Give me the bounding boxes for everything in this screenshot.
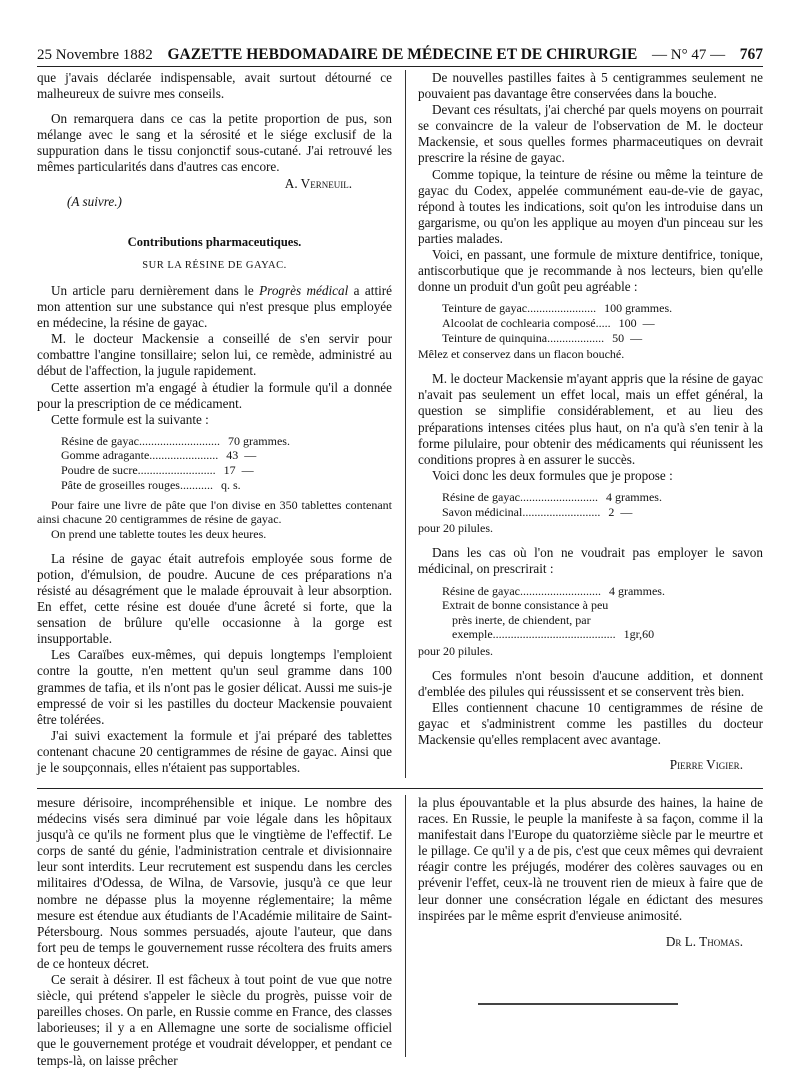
journal-name: Progrès médical [259,282,349,298]
paragraph: Pour faire une livre de pâte que l'on divise en 350 tablettes contenant ainsi chacune 20 centigrammes de résine de gayac. [37,498,392,527]
header-title: GAZETTE HEBDOMADAIRE DE MÉDECINE ET DE CHIRURGIE [167,46,638,63]
ingredient: Pâte de groseilles rouges........... [61,477,213,492]
ingredient: Résine de gayac........................... [61,433,220,448]
formula-row [442,316,763,331]
unit-dash: — [620,504,633,519]
paragraph: M. le docteur Mackensie a conseillé de s'en servir pour combattre l'angine tonsillaire; selon lui, ce remède, administré au début de l'affection, la jugule rapidement. [37,331,392,379]
quantity: 43 [226,448,239,463]
page-header [37,42,763,64]
formula-row [442,301,763,316]
quantity: 1gr,60 [623,627,655,642]
formula-note: pour 20 pilules. [418,643,493,658]
column-divider [405,70,406,778]
paragraph: Voici, en passant, une formule de mixture dentifrice, tonique, antiscorbutique que je recommande à nos lecteurs, bien qu'elle donne un produit d'un goût peu agréable : [418,247,763,295]
ingredient: près inerte, de chiendent, par [452,612,591,627]
paragraph [37,283,392,331]
formula-pilules-1 [442,490,763,519]
quantity: 100 [618,315,637,330]
formula-note: Mêlez et conservez dans un flacon bouché. [418,347,625,362]
formula-pilules-2 [442,584,763,642]
unit-dash: — [241,462,254,477]
left-column-bottom [37,795,392,1069]
formula-dentifrice [442,301,763,345]
paragraph: Voici donc les deux formules que je propose : [432,467,673,483]
formula-row [61,478,392,493]
left-column-top [37,70,392,776]
paragraph: Comme topique, la teinture de résine ou même la teinture de gayac du Codex, appelée communément eau-de-vie de gayac, répond à toutes les indications, soit qu'on les introduise dans un gargarisme, ou qu'on les applique au moyen d'un pinceau sur les parties malades. [418,166,763,246]
formula-row [61,434,392,449]
unit-dash: — [642,315,655,330]
right-column-top [418,70,763,773]
quantity: 100 grammes. [604,301,673,316]
header-rule [37,66,763,67]
paragraph: De nouvelles pastilles faites à 5 centigrammes seulement ne pouvaient pas davantage être conservées dans la bouche. [418,70,763,102]
ingredient: Alcoolat de cochlearia composé..... [442,315,611,330]
header-page-number: 767 [739,46,763,63]
quantity: q. s. [220,477,241,492]
ingredient: Résine de gayac.......................... [442,489,598,504]
paragraph: M. le docteur Mackensie m'ayant appris que la résine de gayac n'avait pas seulement un effet local, mais un effet général, la question se simplifie considérablement, et au lieu des préparations intenses citées plus haut, on n'a qu'à s'en tenir à la forme pilulaire, pour obtenir des médicaments qui réunissent les conditions propres à en assurer le succès. [418,371,763,467]
paragraph: On prend une tablette toutes les deux heures. [51,526,267,541]
right-column-bottom [418,795,763,950]
header-issue: — N° 47 — [652,47,726,63]
formula-row [442,505,763,520]
section-rule [37,788,763,789]
quantity: 4 grammes. [605,489,662,504]
paragraph: Devant ces résultats, j'ai cherché par quels moyens on pourrait se convaincre de la valeur de l'observation de M. le docteur Mackensie, et sous quelles formes pharmaceutiques on devrait prescrire la résine de gayac. [418,102,763,166]
paragraph: J'ai suivi exactement la formule et j'ai préparé des tablettes contenant chacune 20 centigrammes de résine de gayac. Ainsi que je le soupçonnais, elles n'étaient pas supportables. [37,727,392,775]
paragraph: la plus épouvantable et la plus absurde des haines, la haine de races. En Russie, le peuple la manifeste à sa façon, comme il la manifestait dans l'Europe du quatorzième siècle par le meurtre et le pillage. Ce qu'il y a de pis, c'est que ceux mêmes qui devraient réagir contre les préjugés, modérer des colères sauvages ou en prévenir l'effet, ceux-là ne trouvent rien de mieux à faire que de leur donner une consécration légale en édictant des mesures inspirées par le même esprit d'envieuse animosité. [418,795,763,923]
ingredient: exemple......................................... [452,627,616,642]
quantity: 2 [608,504,615,519]
paragraph: Cette assertion m'a engagé à étudier la formule qu'il a donnée pour la prescription de ce médicament. [37,379,392,411]
formula-row [61,463,392,478]
ingredient: Teinture de gayac....................... [442,301,597,316]
to-be-continued: (A suivre.) [67,193,122,209]
formula-row [442,331,763,346]
section-subtitle: SUR LA RÉSINE DE GAYAC. [142,259,287,271]
paragraph: La résine de gayac était autrefois employée sous forme de potion, d'émulsion, de poudre. Aucune de ces préparations n'a résisté au désagrément que le malade éprouvait à leur absorption. En effet, cette résine est douée d'une âcreté si forte, que la sensation de brûlure qu'elle occasionne à la gorge est insupportable. [37,550,392,647]
signature-verneuil: A. Verneuil. [284,175,352,191]
quantity: 17 [223,462,236,477]
quantity: 4 grammes. [608,583,665,598]
ingredient: Gomme adragante....................... [61,448,219,463]
header-date: 25 Novembre 1882 [37,47,153,63]
formula-row [61,448,392,463]
ingredient: Poudre de sucre.......................... [61,462,216,477]
paragraph: Elles contiennent chacune 10 centigrammes de résine de gayac et s'administrent comme les pastilles du docteur Mackensie qu'elles remplacent avec avantage. [418,700,763,748]
paragraph: Cette formule est la suivante : [51,411,209,427]
paragraph: Dans les cas où l'on ne voudrait pas employer le savon médicinal, on prescrirait : [418,545,763,577]
paragraph: Ces formules n'ont besoin d'aucune addition, et donnent d'emblée des pilules qui réussissent et se conservent très bien. [418,668,763,700]
closing-rule [478,1003,678,1005]
signature-vigier: Pierre Vigier. [669,756,743,772]
unit-dash: — [630,330,643,345]
text-run: a attiré mon attention sur une substance qui n'est presque plus employée en médecine, la résine de gayac. [37,282,393,331]
formula-note: pour 20 pilules. [418,521,493,536]
formula-pastilles [61,434,392,492]
ingredient: Savon médicinal.......................... [442,504,601,519]
quantity: 50 [612,330,625,345]
paragraph: que j'avais déclarée indispensable, avait surtout détourné ce malheureux de suivre mes conseils. [37,70,392,102]
paragraph: mesure dérisoire, incompréhensible et inique. Le nombre des médecins visés sera diminué par voie légale dans les hôpitaux jusqu'à ce qu'ils ne forment plus que le vingtième de l'effectif. Le corps de santé du génie, l'administration centrale et divisionnaire leur sont interdits. Leur recrutement est suspendu dans les cercles militaires d'Odessa, de Wilna, de Varsovie, jusqu'à ce que leur nombre ne dépasse plus la moyenne réglementaire; la même mesure est étendue aux étudiants de l'Académie militaire de Saint-Pétersbourg. Nous sommes persuadés, ajoute l'auteur, que dans fort peu de temps le gouvernement russe récoltera des fruits amers de ce honteux décret. [37,795,392,971]
unit-dash: — [244,448,257,463]
quantity: 70 grammes. [227,433,290,448]
paragraph: On remarquera dans ce cas la petite proportion de pus, son mélange avec le sang et la sérosité et le siége exclusif de la suppuration dans le tissu conjonctif sous-cutané. J'ai retrouvé les mêmes particularités dans d'autres cas encore. [37,111,392,175]
signature-thomas: Dr L. Thomas. [665,933,743,949]
paragraph: Ce serait à désirer. Il est fâcheux à tout point de vue que notre siècle, qui prétend s'appeler le siècle du progrès, puisse voir de pareilles choses. On parle, en Russie comme en France, des classes laborieuses; il y a en Allemagne une sorte de socialisme officiel que le gouvernement protége et voudrait développer, et pendant ce temps-là, on laisse prêcher [37,972,392,1068]
text-run: Un article paru dernièrement dans le [51,282,260,298]
ingredient: Résine de gayac........................... [442,583,601,598]
column-divider [405,795,406,1057]
formula-row [442,490,763,505]
ingredient: Extrait de bonne consistance à peu [442,598,609,613]
ingredient: Teinture de quinquina................... [442,330,605,345]
paragraph: Les Caraïbes eux-mêmes, qui depuis longtemps l'emploient contre la goutte, n'en mettent qu'un seul gramme dans 100 grammes de tafia, et ils n'ont pas le gosier délicat. Aussi me suis-je empressé de voir si les pastilles du docteur Mackensie pouvaient être tolérées. [37,647,392,727]
section-title: Contributions pharmaceutiques. [127,234,302,249]
